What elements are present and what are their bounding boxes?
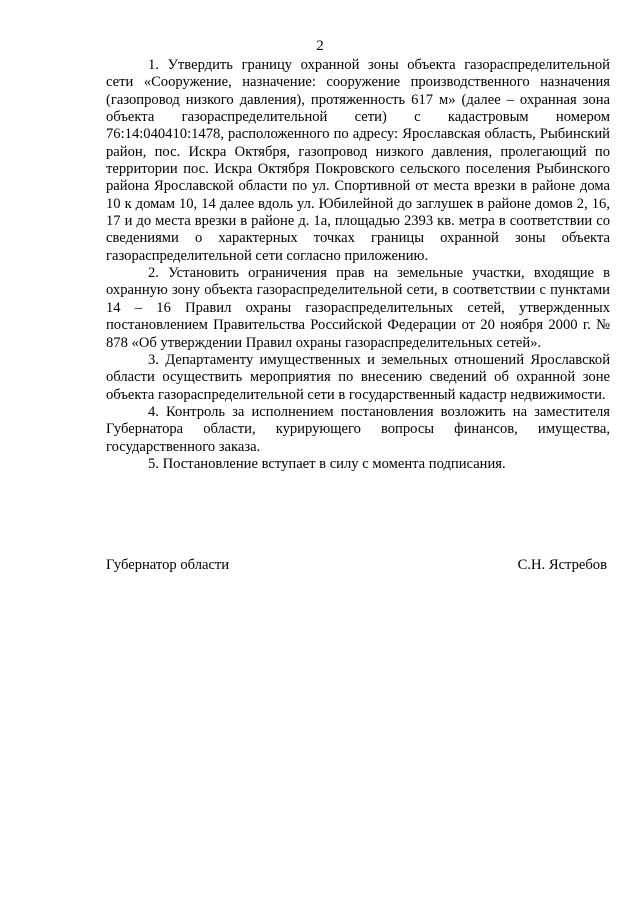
paragraph-5: 5. Постановление вступает в силу с момента подписания. xyxy=(148,455,506,472)
paragraph-4: 4. Контроль за исполнением постановления возложить на заместителя Губернатора области, курирующего вопросы финансов, имущества, государственного заказа. xyxy=(106,403,610,455)
paragraph-3: 3. Департаменту имущественных и земельных отношений Ярославской области осуществить мероприятия по внесению сведений об охранной зоне объекта газораспределительной сети в государственный кадастр недвижимости. xyxy=(106,351,610,403)
document-body xyxy=(106,57,610,473)
signatory-position: Губернатор области xyxy=(106,557,230,573)
signatory-name: С.Н. Ястребов xyxy=(517,557,607,573)
paragraph-2: 2. Установить ограничения прав на земельные участки, входящие в охранную зону объекта газораспределительной сети, в соответствии с пунктами 14 – 16 Правил охраны газораспределительных сетей, утвержденных постановлением Правительства Российской Федерации от 20 ноября 2000 г. № 878 «Об утверждении Правил охраны газораспределительных сетей». xyxy=(106,265,610,351)
signature-block xyxy=(106,557,607,574)
paragraph-1: 1. Утвердить границу охранной зоны объекта газораспределительной сети «Сооружение, назначение: сооружение производственного назначения (газопровод низкого давления), протяженность 617 м» (далее – охранная зона объекта газораспределительной сети) с кадастровым номером 76:14:040410:1478, расположенного по адресу: Ярославская область, Рыбинский район, пос. Искра Октября, газопровод низкого давления, пролегающий по территории пос. Искра Октября Покровского сельского поселения Рыбинского района Ярославской области по ул. Спортивной от места врезки в районе дома 10 к домам 10, 14 далее вдоль ул. Юбилейной до заглушек в районе домов 2, 16, 17 и до места врезки в районе д. 1а, площадью 2393 кв. метра в соответствии со сведениями о характерных точках границы охранной зоны объекта газораспределительной сети согласно приложению. xyxy=(106,57,610,264)
page-number: 2 xyxy=(316,38,324,54)
